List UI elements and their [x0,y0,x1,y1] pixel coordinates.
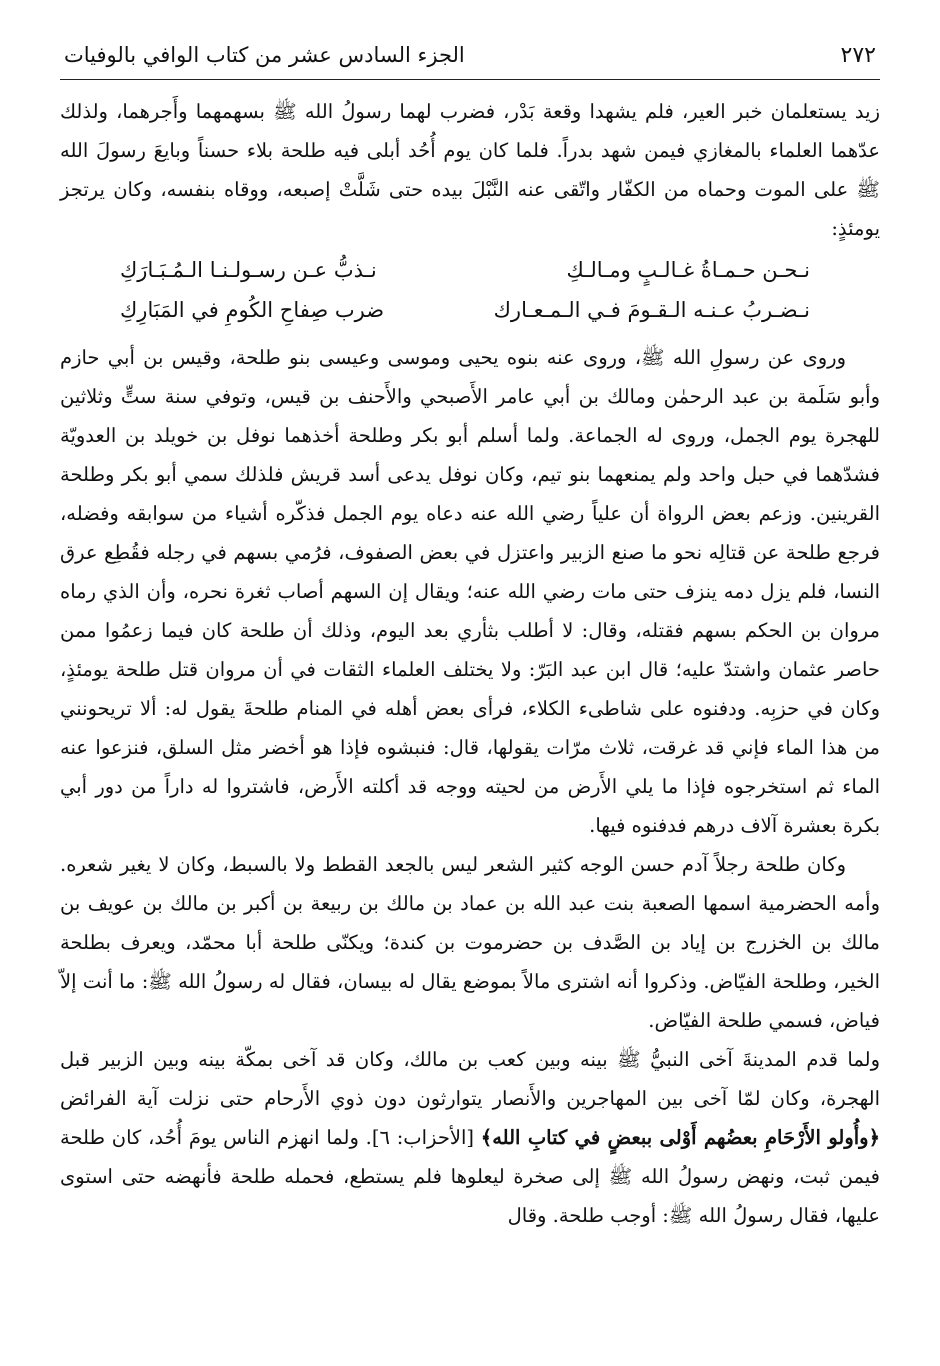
paragraph-4-text-b: [الأحزاب: ٦]. ولما انهزم الناس يومَ أُحُد، كان طلحة فيمن ثبت، ونهض رسولُ الله ﷺ إلى صخرة ليعلوها فلم يستطع، فحمله طلحة فأنهضه حتى استوى عليها، فقال رسولُ الله ﷺ: أوجب طلحة. وقال [60,1126,880,1227]
verse-line-2 [60,290,880,330]
book-page [60,38,880,1235]
verse-1-second-hemistich: نـذبُّ عـن رسـولـنـا الـمُـبَـارَكِ [120,258,377,282]
poem [60,250,880,330]
running-header [60,38,880,80]
paragraph-3: وكان طلحة رجلاً آدم حسن الوجه كثير الشعر ليس بالجعد القطط ولا بالسبط، وكان لا يغير شعره. وأمه الحضرمية اسمها الصعبة بنت عبد الله بن عماد بن مالك بن ربيعة بن أكبر بن مالك بن عويف بن مالك بن الخزرج بن إياد بن الصَّدف بن حضرموت بن كندة؛ ويكنّى طلحة أبا محمّد، ويعرف بطلحة الخير، وطلحة الفيّاض. وذكروا أنه اشترى مالاً بموضع يقال له بيسان، فقال له رسولُ الله ﷺ: ما أنت إلاّ فياض، فسمي طلحة الفيّاض. [60,853,880,1032]
paragraph-2: وروى عن رسولِ الله ﷺ، وروى عنه بنوه يحيى وموسى وعيسى بنو طلحة، وقيس بن أبي حازم وأبو سَلَمة بن عبد الرحمٰن ومالك بن أبي عامر الأَصبحي والأَحنف بن قيس، وتوفي سنة ستٍّ وثلاثين للهجرة يوم الجمل، وروى له الجماعة. ولما أسلم أبو بكر وطلحة أخذهما نوفل بن خويلد بن العدويّة فشدّهما في حبل واحد ولم يمنعهما بنو تيم، وكان نوفل يدعى أسد قريش فلذلك سمي أبو بكر وطلحة القرينين. وزعم بعض الرواة أن علياً رضي الله عنه دعاه يوم الجمل فذكّره أشياء من سوابقه وفضله، فرجع طلحة عن قتالِه نحو ما صنع الزبير واعتزل في بعض الصفوف، فرُمي بسهم في رجله فقُطِع عرق النسا، فلم يزل دمه ينزف حتى مات رضي الله عنه؛ ويقال إن السهم أصاب ثغرة نحره، وأن الذي رماه مروان بن الحكم بسهم فقتله، وقال: لا أطلب بثأري بعد اليوم، وذلك أن طلحة كان فيما زعمُوا ممن حاصر عثمان واشتدّ عليه؛ قال ابن عبد البَرّ: ولا يختلف العلماء الثقات في أن مروان قتل طلحة يومئذٍ، وكان في حزبِه. ودفنوه على شاطىء الكلاء، فرأى بعض أهله في المنام طلحةَ يقول له: ألا تريحونني من هذا الماء فإني قد غرقت، ثلاث مرّات يقولها، قال: فنبشوه فإذا هو أخضر مثل السلق، فنزعوا عنه الماء ثم استخرجوه فإذا ما يلي الأَرض من لحيته ووجه قد أكلته الأَرض، فاشتروا له داراً من دور أبي بكرة بعشرة آلاف درهم فدفنوه فيها. [60,346,881,837]
book-title: الجزء السادس عشر من كتاب الوافي بالوفيات [64,43,465,67]
page-number: ٢٧٢ [840,43,876,68]
verse-1-first-hemistich: نـحـن حـمـاةُ غـالـبٍ ومـالـكِ [566,258,810,282]
verse-2-second-hemistich: ضرب صِفاحِ الكُومِ في المَبَارِكِ [120,298,385,322]
paragraph-4-text-a: ولما قدم المدينةَ آخى النبيُّ ﷺ بينه وبين كعب بن مالك، وكان قد آخى بمكّة بينه وبين الزبير قبل الهجرة، وكان لمّا آخى بين المهاجرين والأَنصار يتوارثون دون ذوي الأَرحام حتى نزلت آية الفرائض [60,1048,880,1110]
paragraph-1: زيد يستعلمان خبر العير، فلم يشهدا وقعة بَدْر، فضرب لهما رسولُ الله ﷺ بسهمهما وأَجرهما، ولذلك عدّهما العلماء بالمغازي فيمن شهد بدراً. فلما كان يوم أُحُد أبلى فيه طلحة بلاء حسناً وبايعَ رسولَ الله ﷺ على الموت وحماه من الكفّار واتّقى عنه النَّبْلَ بيده حتى شَلَّتْ إصبعه، ووقاه بنفسه، وكان يرتجز يومئذٍ: [60,100,880,240]
quran-verse: ﴿وأُولو الأَرْحَامِ بعضُهم أَوْلى ببعضٍ في كتابِ الله﴾ [480,1126,881,1149]
body-text [60,92,880,1235]
verse-line-1 [60,250,880,290]
verse-2-first-hemistich: نـضـربُ عـنـه الـقـومَ فـي الـمـعـارك [493,298,810,322]
paragraph-4 [60,1040,880,1235]
